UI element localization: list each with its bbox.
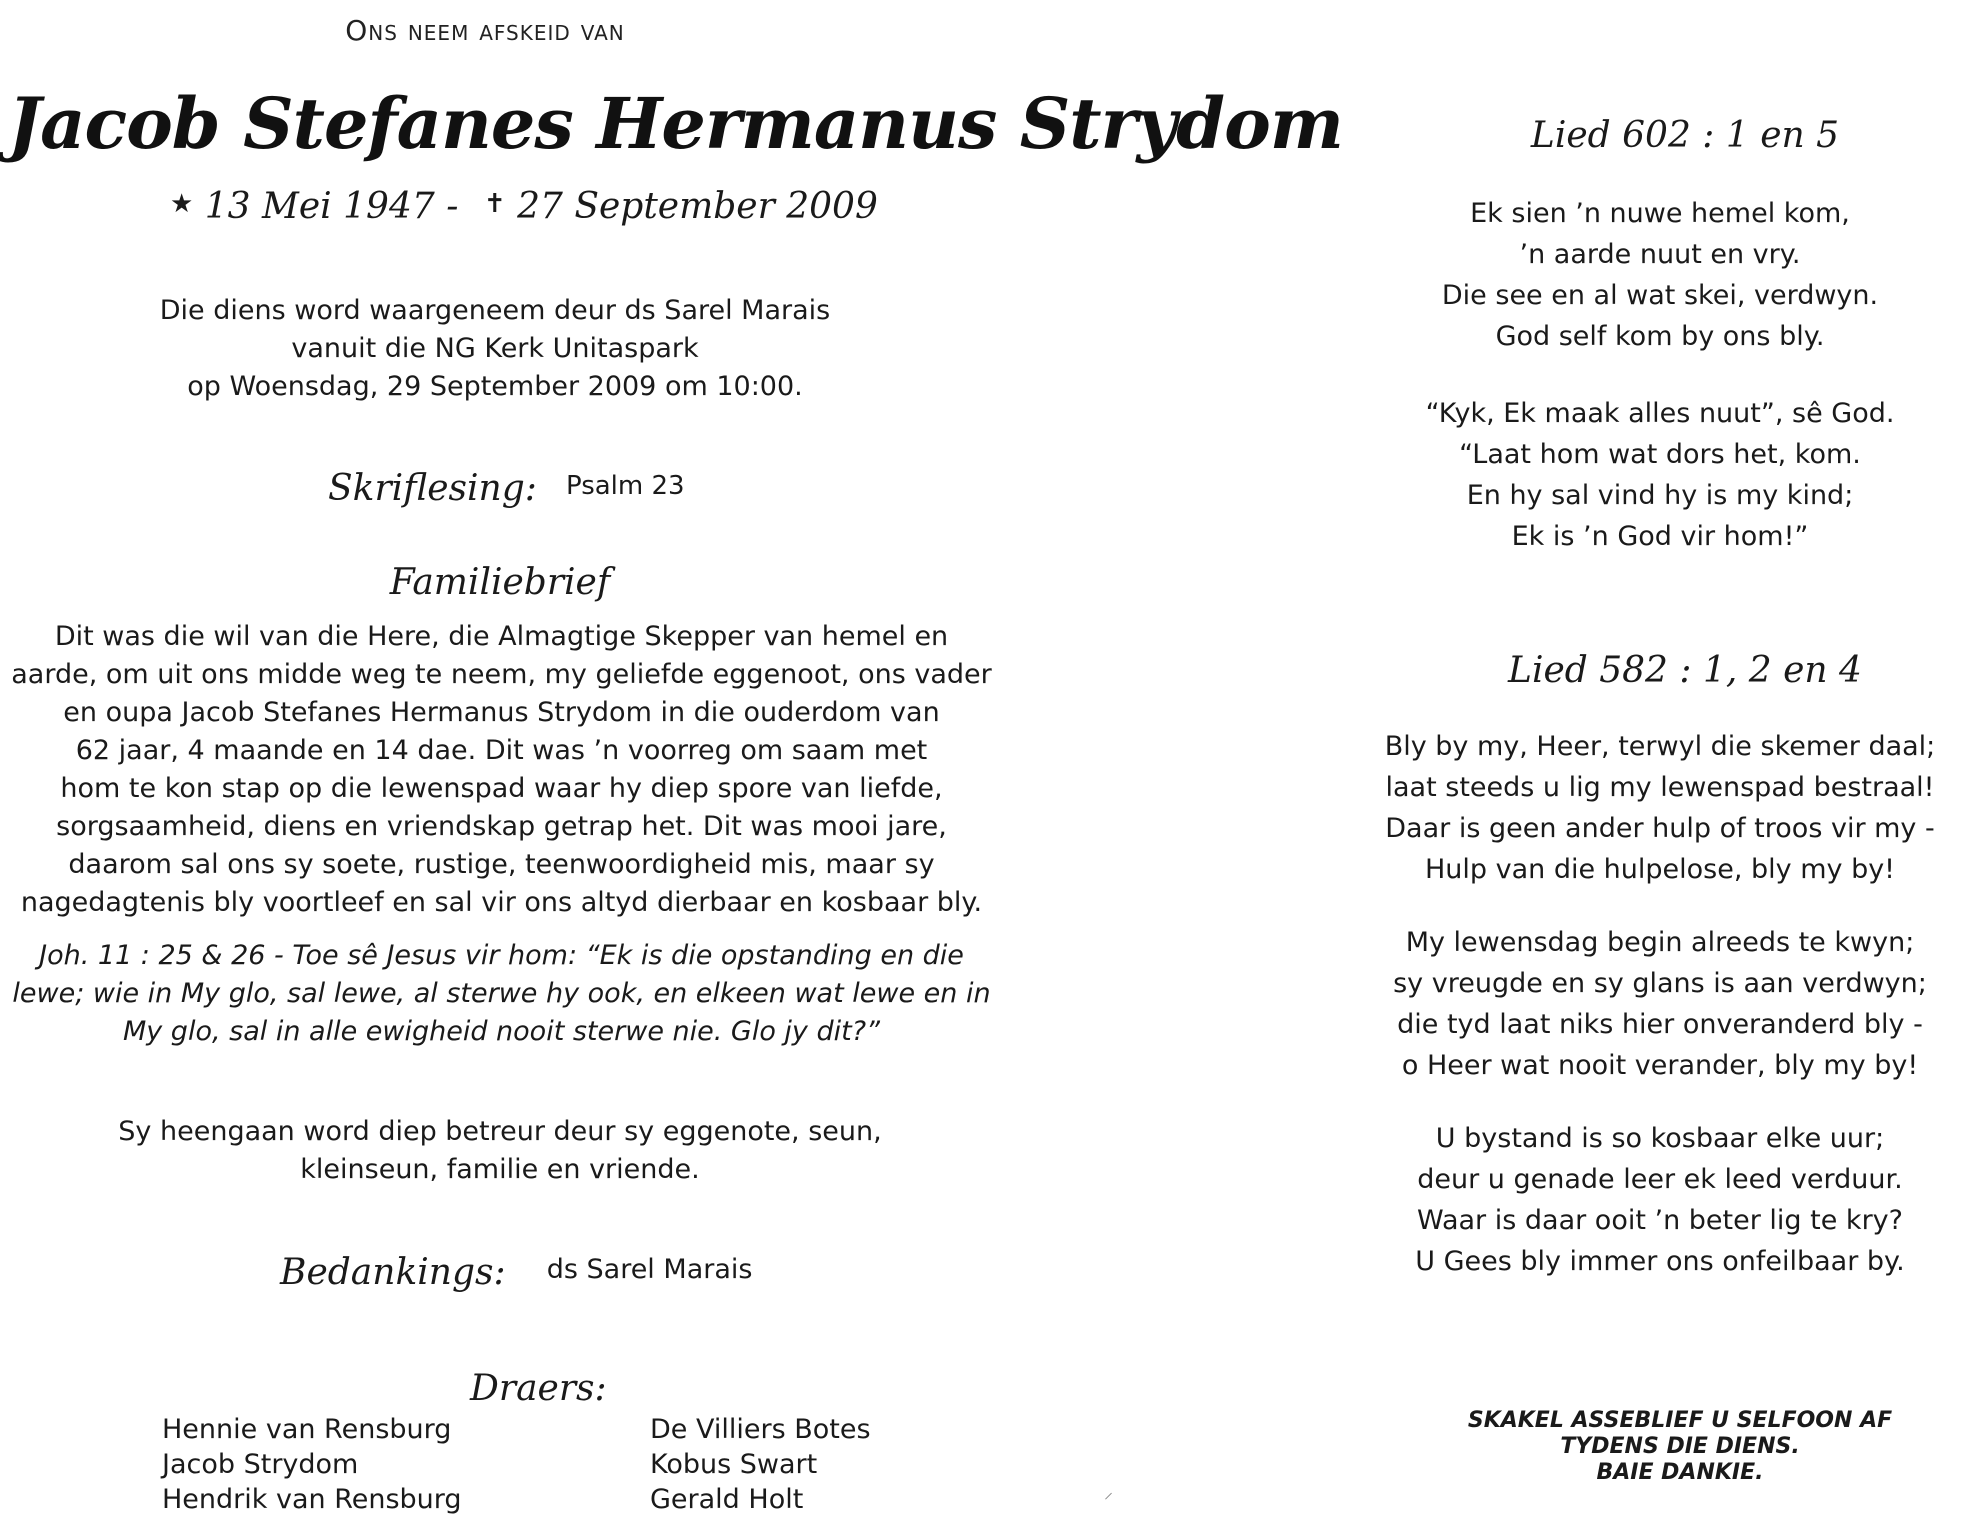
notice-line: TYDENS DIE DIENS. [1560,1434,1800,1459]
hymn-1-stanza-2 [1360,393,1960,557]
hymn-2-stanza-2 [1360,922,1960,1086]
hymn-line: Daar is geen ander hulp of troos vir my - [1385,813,1935,844]
family-letter-title: Familiebrief [389,562,611,603]
letter-line: Dit was die wil van die Here, die Almagtige Skepper van hemel en [54,621,949,652]
bearer-name: De Villiers Botes [650,1414,871,1445]
scripture-value: Psalm 23 [565,471,685,501]
hymn-line: die tyd laat niks hier onveranderd bly - [1397,1009,1923,1040]
scripture-label: Skriflesing: [328,468,537,509]
letter-line: en oupa Jacob Stefanes Hermanus Strydom in die ouderdom van [63,697,940,728]
hymn-line: U bystand is so kosbaar elke uur; [1435,1123,1885,1154]
hymn-1-title: Lied 602 : 1 en 5 [1530,115,1840,156]
hymn-line: “Laat hom wat dors het, kom. [1459,439,1861,470]
hymn-line: Ek sien ’n nuwe hemel kom, [1470,198,1850,229]
hymn-line: Waar is daar ooit ’n beter lig te kry? [1417,1205,1903,1236]
thanks-value: ds Sarel Marais [546,1254,753,1285]
deceased-name: Jacob Stefanes Hermanus Strydom [8,82,1343,165]
notice-line: SKAKEL ASSEBLIEF U SELFOON AF [1467,1408,1893,1433]
hymn-line: Hulp van die hulpelose, bly my by! [1424,854,1896,885]
mourners-line: kleinseun, familie en vriende. [300,1154,700,1185]
bearer-name: Gerald Holt [650,1484,804,1515]
letter-line: daarom sal ons sy soete, rustige, teenwoordigheid mis, maar sy [68,849,935,880]
service-line: Die diens word waargeneem deur ds Sarel Marais [159,295,831,326]
scripture-reading [328,468,868,509]
farewell-intro: Ons neem afskeid van [345,14,625,47]
acknowledgements [280,1252,880,1293]
bearer-name: Hennie van Rensburg [162,1414,452,1445]
mourners-line: Sy heengaan word diep betreur deur sy eggenote, seun, [118,1116,882,1147]
bearer-name: Kobus Swart [650,1449,818,1480]
service-details [110,292,880,406]
bearers-column-2 [650,1412,1030,1517]
letter-line: aarde, om uit ons midde weg te neem, my geliefde eggenoot, ons vader [11,659,992,690]
hymn-line: God self kom by ons bly. [1495,321,1825,352]
birth-date: 13 Mei 1947 - [204,186,459,227]
hymn-line: ’n aarde nuut en vry. [1519,239,1801,270]
bible-verse [4,937,999,1051]
bearer-name: Jacob Strydom [162,1449,359,1480]
death-date: 27 September 2009 [517,186,878,227]
letter-line: sorgsaamheid, diens en vriendskap getrap het. Dit was mooi jare, [56,811,947,842]
hymn-line: deur u genade leer ek leed verduur. [1417,1164,1903,1195]
verse-line: My glo, sal in alle ewigheid nooit sterwe nie. Glo jy dit?” [122,1016,881,1047]
service-line: vanuit die NG Kerk Unitaspark [291,333,699,364]
hymn-line: Die see en al wat skei, verdwyn. [1441,280,1879,311]
hymn-line: U Gees bly immer ons onfeilbaar by. [1415,1246,1905,1277]
verse-line: lewe; wie in My glo, sal lewe, al sterwe hy ook, en elkeen wat lewe en in [12,978,991,1009]
phone-off-notice [1420,1408,1940,1486]
hymn-line: o Heer wat nooit verander, bly my by! [1401,1050,1919,1081]
letter-line: hom te kon stap op die lewenspad waar hy diep spore van liefde, [60,773,943,804]
bearer-name: Hendrik van Rensburg [162,1484,462,1515]
life-dates [170,186,878,227]
verse-line: Joh. 11 : 25 & 26 - Toe sê Jesus vir hom: “Ek is die opstanding en die [39,940,964,971]
bearers-column-1 [162,1412,542,1517]
thanks-label: Bedankings: [280,1252,506,1293]
star-icon: ★ [170,189,194,219]
hymn-line: My lewensdag begin alreeds te kwyn; [1405,927,1915,958]
bearers-title: Draers: [470,1368,607,1409]
mourners-text [60,1113,940,1189]
notice-line: BAIE DANKIE. [1596,1460,1764,1485]
letter-line: 62 jaar, 4 maande en 14 dae. Dit was ’n voorreg om saam met [75,735,928,766]
hymn-2-title: Lied 582 : 1, 2 en 4 [1508,650,1862,691]
letter-line: nagedagtenis bly voortleef en sal vir ons altyd dierbaar en kosbaar bly. [20,887,983,918]
scan-smudge-icon: ⸝ [1104,1482,1113,1503]
hymn-1-stanza-1 [1360,193,1960,357]
service-line: op Woensdag, 29 September 2009 om 10:00. [187,371,803,402]
hymn-line: Bly by my, Heer, terwyl die skemer daal; [1384,731,1936,762]
cross-icon: ✝ [483,189,506,219]
hymn-line: Ek is ’n God vir hom!” [1511,521,1809,552]
family-letter-body [4,618,999,922]
hymn-2-stanza-1 [1360,726,1960,890]
hymn-line: “Kyk, Ek maak alles nuut”, sê God. [1425,398,1895,429]
hymn-line: En hy sal vind hy is my kind; [1466,480,1854,511]
hymn-line: sy vreugde en sy glans is aan verdwyn; [1393,968,1927,999]
hymn-2-stanza-3 [1360,1118,1960,1282]
hymn-line: laat steeds u lig my lewenspad bestraal! [1385,772,1935,803]
